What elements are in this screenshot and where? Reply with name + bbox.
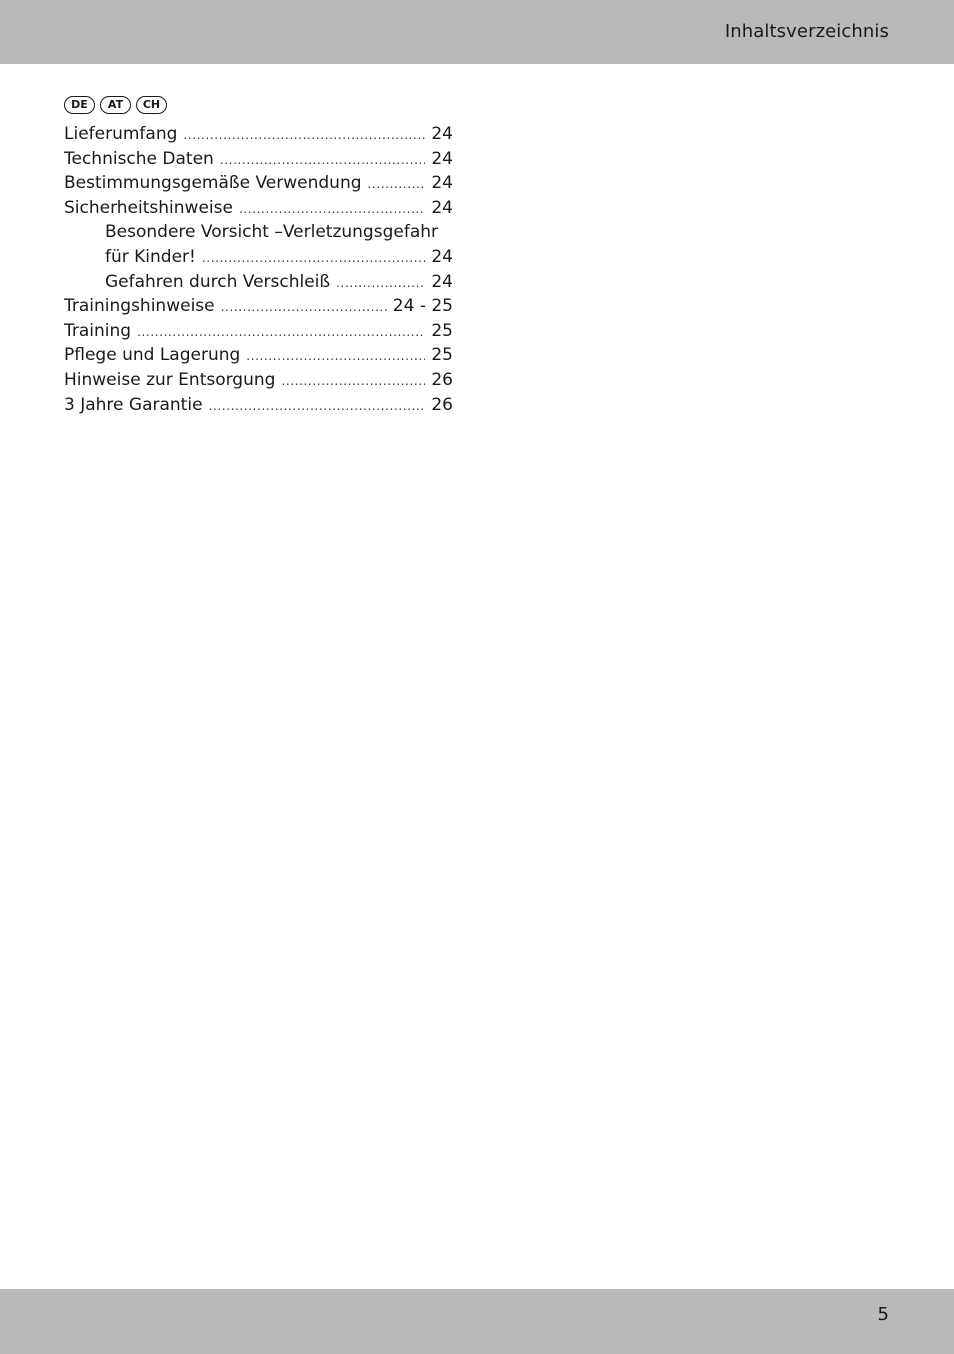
toc-leader-dots xyxy=(281,369,425,394)
country-badge-de: DE xyxy=(64,96,95,114)
toc-entry-title: für Kinder! xyxy=(105,246,196,267)
toc-entry-page: 26 xyxy=(431,369,453,390)
toc-entry-title: Training xyxy=(64,320,132,341)
toc-leader-dots xyxy=(239,197,425,222)
toc-entry[interactable] xyxy=(64,393,453,418)
toc-leader-dots xyxy=(183,123,425,148)
toc-entry-title: Gefahren durch Verschleiß xyxy=(105,271,331,292)
toc-subentry[interactable] xyxy=(64,220,453,245)
page-number: 5 xyxy=(877,1304,889,1325)
toc-subentry[interactable] xyxy=(64,270,453,295)
toc-entry-page: 24 xyxy=(431,173,453,194)
toc-entry[interactable] xyxy=(64,147,453,172)
toc-leader-dots xyxy=(220,148,426,173)
toc-leader-dots xyxy=(336,271,425,296)
toc-entry-title: Hinweise zur Entsorgung xyxy=(64,369,276,390)
toc-entry[interactable] xyxy=(64,171,453,196)
toc-leader-dots xyxy=(137,320,425,345)
table-of-contents xyxy=(64,122,453,417)
country-badge-ch: CH xyxy=(136,96,167,114)
toc-entry[interactable] xyxy=(64,294,453,319)
toc-entry[interactable] xyxy=(64,343,453,368)
toc-entry[interactable] xyxy=(64,319,453,344)
toc-entry-title: Technische Daten xyxy=(64,148,214,169)
toc-entry-title: Sicherheitshinweise xyxy=(64,197,233,218)
toc-leader-dots xyxy=(209,394,426,419)
toc-entry-page: 25 xyxy=(431,345,453,366)
toc-entry[interactable] xyxy=(64,196,453,221)
toc-subentry[interactable] xyxy=(64,245,453,270)
toc-entry-title: Besondere Vorsicht –Verletzungsgefahr xyxy=(105,222,438,243)
toc-leader-dots xyxy=(246,344,425,369)
toc-entry-page: 24 xyxy=(431,246,453,267)
country-badge-at: AT xyxy=(100,96,131,114)
toc-entry-page: 24 xyxy=(431,271,453,292)
toc-entry-title: 3 Jahre Garantie xyxy=(64,394,203,415)
toc-entry-page: 25 xyxy=(431,320,453,341)
toc-entry-page: 24 - 25 xyxy=(392,296,453,317)
toc-entry-page: 24 xyxy=(431,148,453,169)
toc-entry[interactable] xyxy=(64,122,453,147)
toc-leader-dots xyxy=(221,295,387,320)
toc-entry-page: 24 xyxy=(431,124,453,144)
toc-leader-dots xyxy=(202,246,426,271)
toc-entry-title: Bestimmungsgemäße Verwendung xyxy=(64,173,362,194)
country-badges xyxy=(64,96,167,114)
toc-entry[interactable] xyxy=(64,368,453,393)
toc-entry-title: Lieferumfang xyxy=(64,124,178,144)
footer-bar xyxy=(0,1289,954,1354)
toc-entry-page: 26 xyxy=(431,394,453,415)
page-title: Inhaltsverzeichnis xyxy=(724,21,889,42)
toc-entry-title: Pflege und Lagerung xyxy=(64,345,241,366)
toc-entry-title: Trainingshinweise xyxy=(64,296,215,317)
toc-entry-page: 24 xyxy=(431,197,453,218)
toc-leader-dots xyxy=(368,172,426,197)
header-bar xyxy=(0,0,954,64)
